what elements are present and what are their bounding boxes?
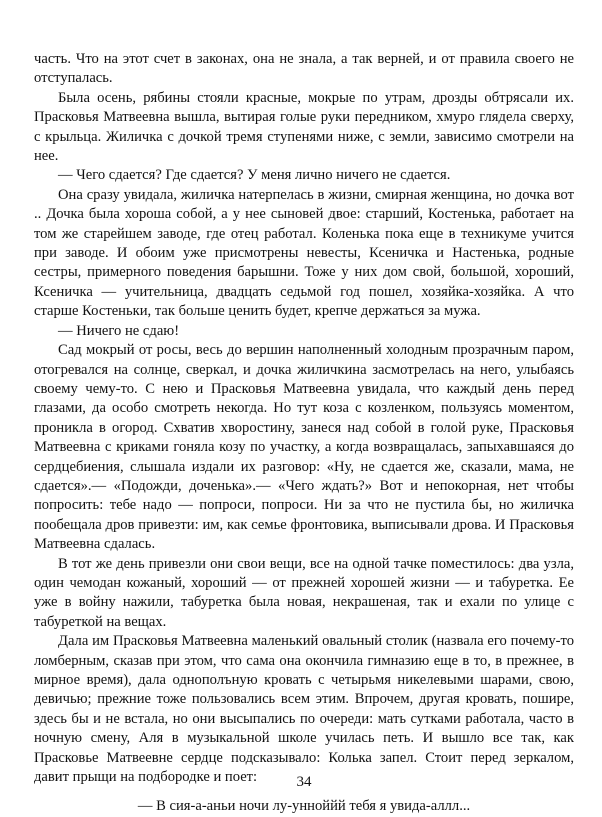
dialogue-line: — Ничего не сдаю! — [58, 322, 180, 339]
song-line: — В сия-а-аньи ночи лу-унноййй тебя я увида-аллл... — [137, 798, 471, 815]
paragraph-autumn: Была осень, рябины стояли красные, мокрые по утрам, дрозды обтрясали их. Прасковья Матвеевна вышла, вытирая голые руки передником, хмуро глядела сверху, с крыльца. Жиличка с дочкой тремя ступенями ниже, с земли, зависимо смотрели на нее. — [34, 89, 574, 165]
paragraph-moving-in: В тот же день привезли они свои вещи, все на одной тачке поместилось: два узла, один чемодан кожаный, хороший — от прежней хорошей жизни — и табуретка. Ее уже в войну нажили, табуретка была новая, некрашеная, так и ехали по улице с табуреткой на вещах. — [34, 555, 574, 630]
paragraph-continued: часть. Что на этот счет в законах, она не знала, а так верней, и от правила своего не отступалась. — [34, 51, 574, 87]
page-number: 34 — [296, 774, 312, 790]
paragraph-sons: Она сразу увидала, жиличка натерпелась в жизни, смирная женщина, но дочка вот .. Дочка была хороша собой, а у нее сыновей двое: старший, Костенька, работает на том же старейшем заводе, где отец работал. Коленька пока еще в техникуме учится при заводе. И обоим уже присмотрены невесты, Ксеничка и Настенька, родные сестры, примерного поведения барышни. Тоже у них дом свой, большой, хороший, Ксеничка — учительница, двадцать седьмой год пошел, хозяйка-хозяйка. А что старше Костеньки, так больше ценить будет, крепче держаться за мужа. — [34, 186, 574, 320]
book-page — [34, 50, 574, 815]
paragraph-garden: Сад мокрый от росы, весь до вершин наполненный холодным прозрачным паром, отогревался на солнце, сверкал, и дочка жиличкина засмотрелась на него, улыбаясь своему чему-то. С нею и Прасковья Матвеевна увидала, что каждый день перед глазами, да особо смотреть некогда. Но тут коза с козленком, пользуясь моментом, проникла в огород. Схватив хворостину, занеся над собой в голой руке, Прасковья Матвеевна с криками гоняла козу по участку, а когда возвращалась, запыхавшаяся до сердцебиения, слышала издали их разговор: «Ну, не сдается же, сказали, мама, не сдается».— «Подожди, доченька».— «Чего ждать?» Вот и непокорная, нет чтобы попросить: тебе надо — попроси, попроси. Ни за что не пустила бы, но жиличка пообещала дров привезти: им, как семье фронтовика, выписывали дрова. И Прасковья Матвеевна сдалась. — [34, 342, 574, 553]
paragraph-furniture: Дала им Прасковья Матвеевна маленький овальный столик (назвала его почему-то ломберным, сказав при этом, что сама она окончила гимназию еще в то, в прежнее, в мирное время), дала однополъную кровать с четырьмя никелевыми шарами, свою, девичью; прежние тоже пользовались всем этим. Впрочем, другая кровать, пошире, здесь бы и не встала, но они высыпались по очереди: мать сутками работала, часто в ночную смену, Аля в музыкальной школе училась петь. И вышло все так, как Прасковье Матвеевне сердце подсказывало: Колька запел. Стоит перед зеркалом, давит прыщи на подбородке и поет: — [34, 633, 574, 786]
dialogue-line: — Чего сдается? Где сдается? У меня лично ничего не сдается. — [58, 167, 451, 184]
